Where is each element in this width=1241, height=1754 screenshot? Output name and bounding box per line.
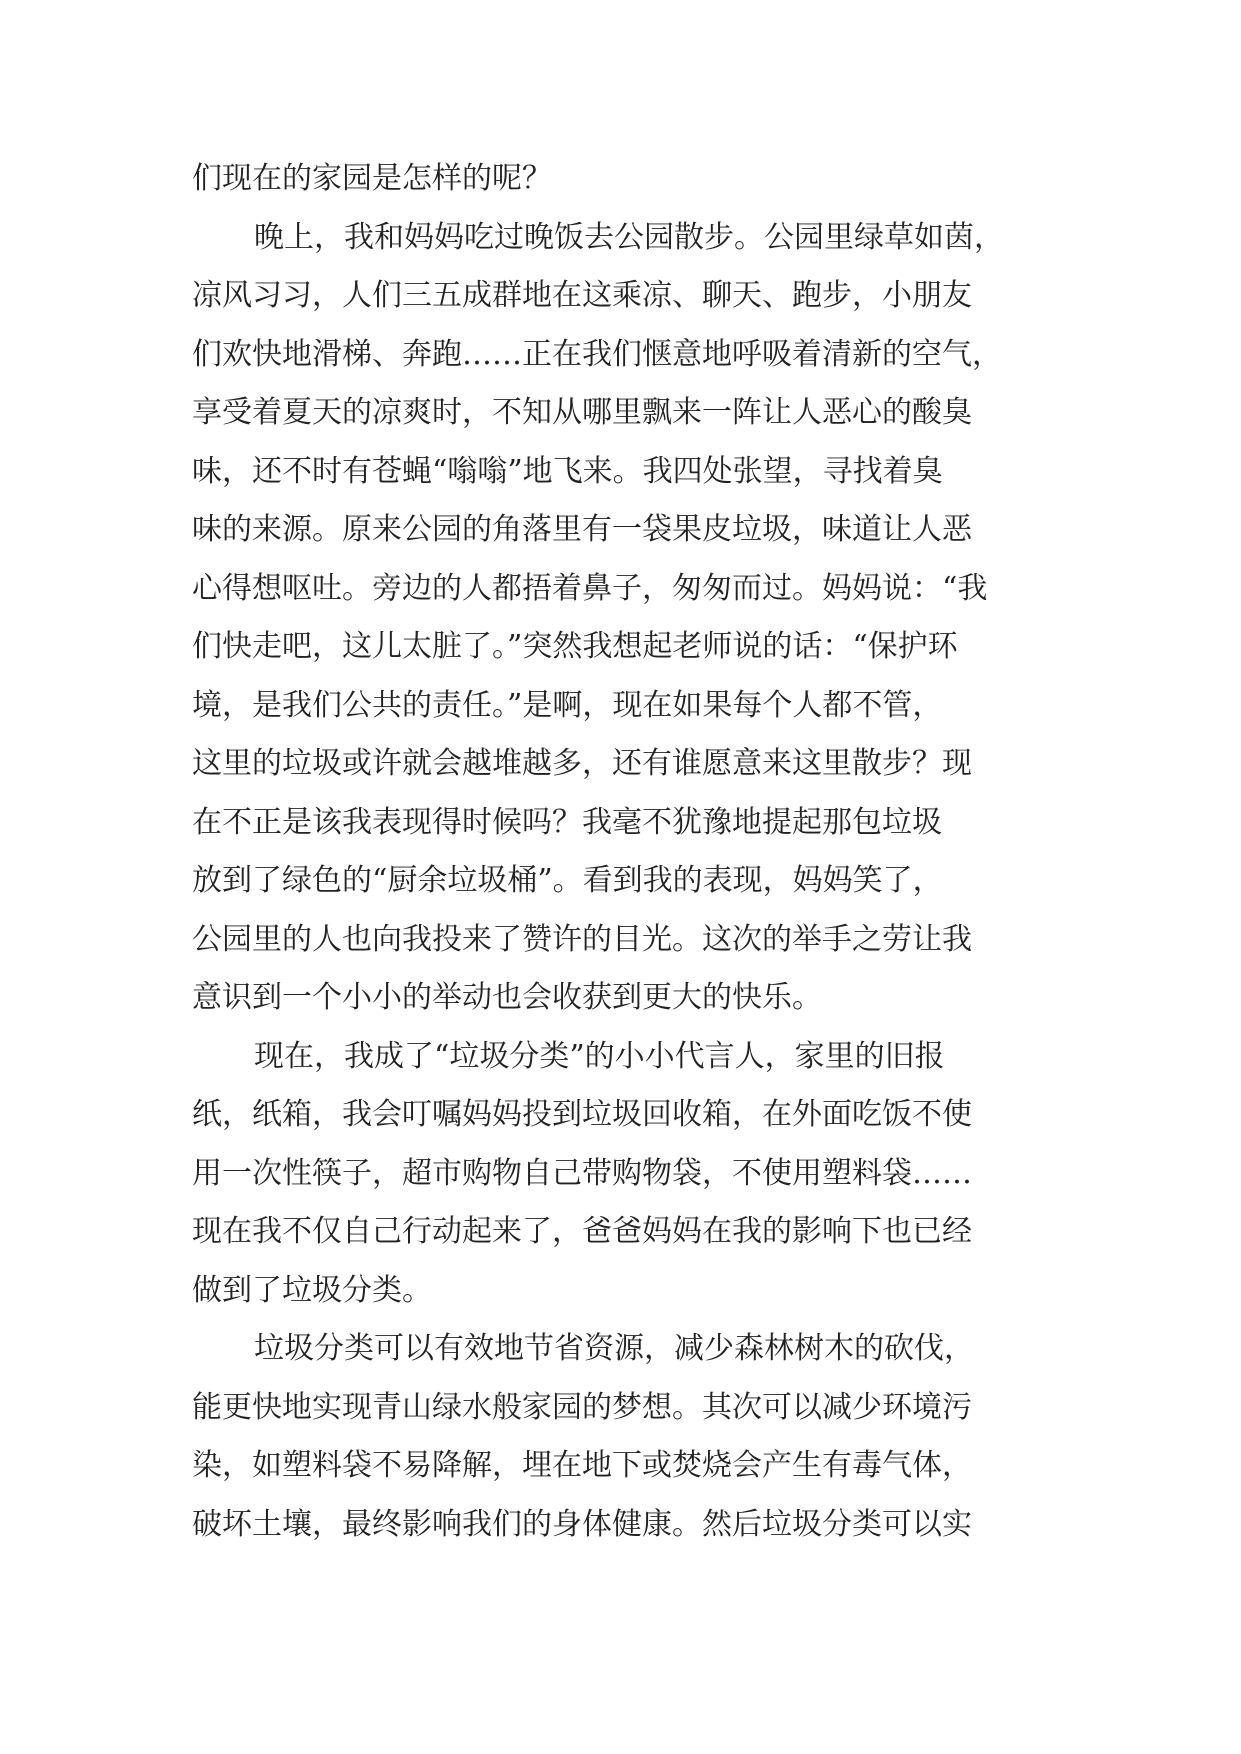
text-line: 现在，我成了“垃圾分类”的小小代言人，家里的旧报 — [254, 1038, 945, 1074]
paragraph — [192, 1320, 1057, 1554]
text-line: 们现在的家园是怎样的呢？ — [192, 161, 552, 196]
paragraph — [192, 150, 1057, 209]
text-line: 公园里的人也向我投来了赞许的目光。这次的举手之劳让我 — [192, 921, 972, 957]
paragraph — [192, 1028, 1057, 1321]
text-line: 放到了绿色的“厨余垃圾桶”。看到我的表现，妈妈笑了， — [192, 863, 943, 898]
text-line: 破坏土壤，最终影响我们的身体健康。然后垃圾分类可以实 — [192, 1506, 972, 1542]
text-line: 染，如塑料袋不易降解，埋在地下或焚烧会产生有毒气体， — [192, 1448, 972, 1483]
text-line: 做到了垃圾分类。 — [192, 1272, 432, 1308]
text-line: 晚上，我和妈妈吃过晚饭去公园散步。公园里绿草如茵， — [254, 219, 1004, 255]
text-line: 享受着夏天的凉爽时，不知从哪里飘来一阵让人恶心的酸臭 — [192, 395, 972, 430]
text-line: 们快走吧，这儿太脏了。”突然我想起老师说的话：“保护环 — [192, 629, 958, 664]
text-line: 能更快地实现青山绿水般家园的梦想。其次可以减少环境污 — [192, 1389, 972, 1425]
text-line: 用一次性筷子，超市购物自己带购物袋，不使用塑料袋…… — [192, 1155, 972, 1191]
article-body — [192, 150, 1057, 1554]
text-line: 现在我不仅自己行动起来了，爸爸妈妈在我的影响下也已经 — [192, 1214, 972, 1249]
text-line: 味，还不时有苍蝇“嗡嗡”地飞来。我四处张望，寻找着臭 — [192, 453, 943, 489]
text-line: 垃圾分类可以有效地节省资源，减少森林树木的砍伐， — [254, 1331, 974, 1366]
text-line: 意识到一个小小的举动也会收获到更大的快乐。 — [192, 980, 822, 1015]
text-line: 们欢快地滑梯、奔跑……正在我们惬意地呼吸着清新的空气， — [192, 336, 1002, 372]
paragraph — [192, 209, 1057, 1028]
text-line: 心得想呕吐。旁边的人都捂着鼻子，匆匆而过。妈妈说：“我 — [192, 570, 988, 606]
text-line: 这里的垃圾或许就会越堆越多，还有谁愿意来这里散步？现 — [192, 746, 972, 781]
text-line: 纸，纸箱，我会叮嘱妈妈投到垃圾回收箱，在外面吃饭不使 — [192, 1097, 972, 1132]
text-line: 境，是我们公共的责任。”是啊，现在如果每个人都不管， — [192, 687, 943, 723]
text-line: 在不正是该我表现得时候吗？我毫不犹豫地提起那包垃圾 — [192, 804, 942, 840]
text-line: 味的来源。原来公园的角落里有一袋果皮垃圾，味道让人恶 — [192, 512, 972, 547]
text-line: 凉风习习，人们三五成群地在这乘凉、聊天、跑步，小朋友 — [192, 278, 972, 313]
